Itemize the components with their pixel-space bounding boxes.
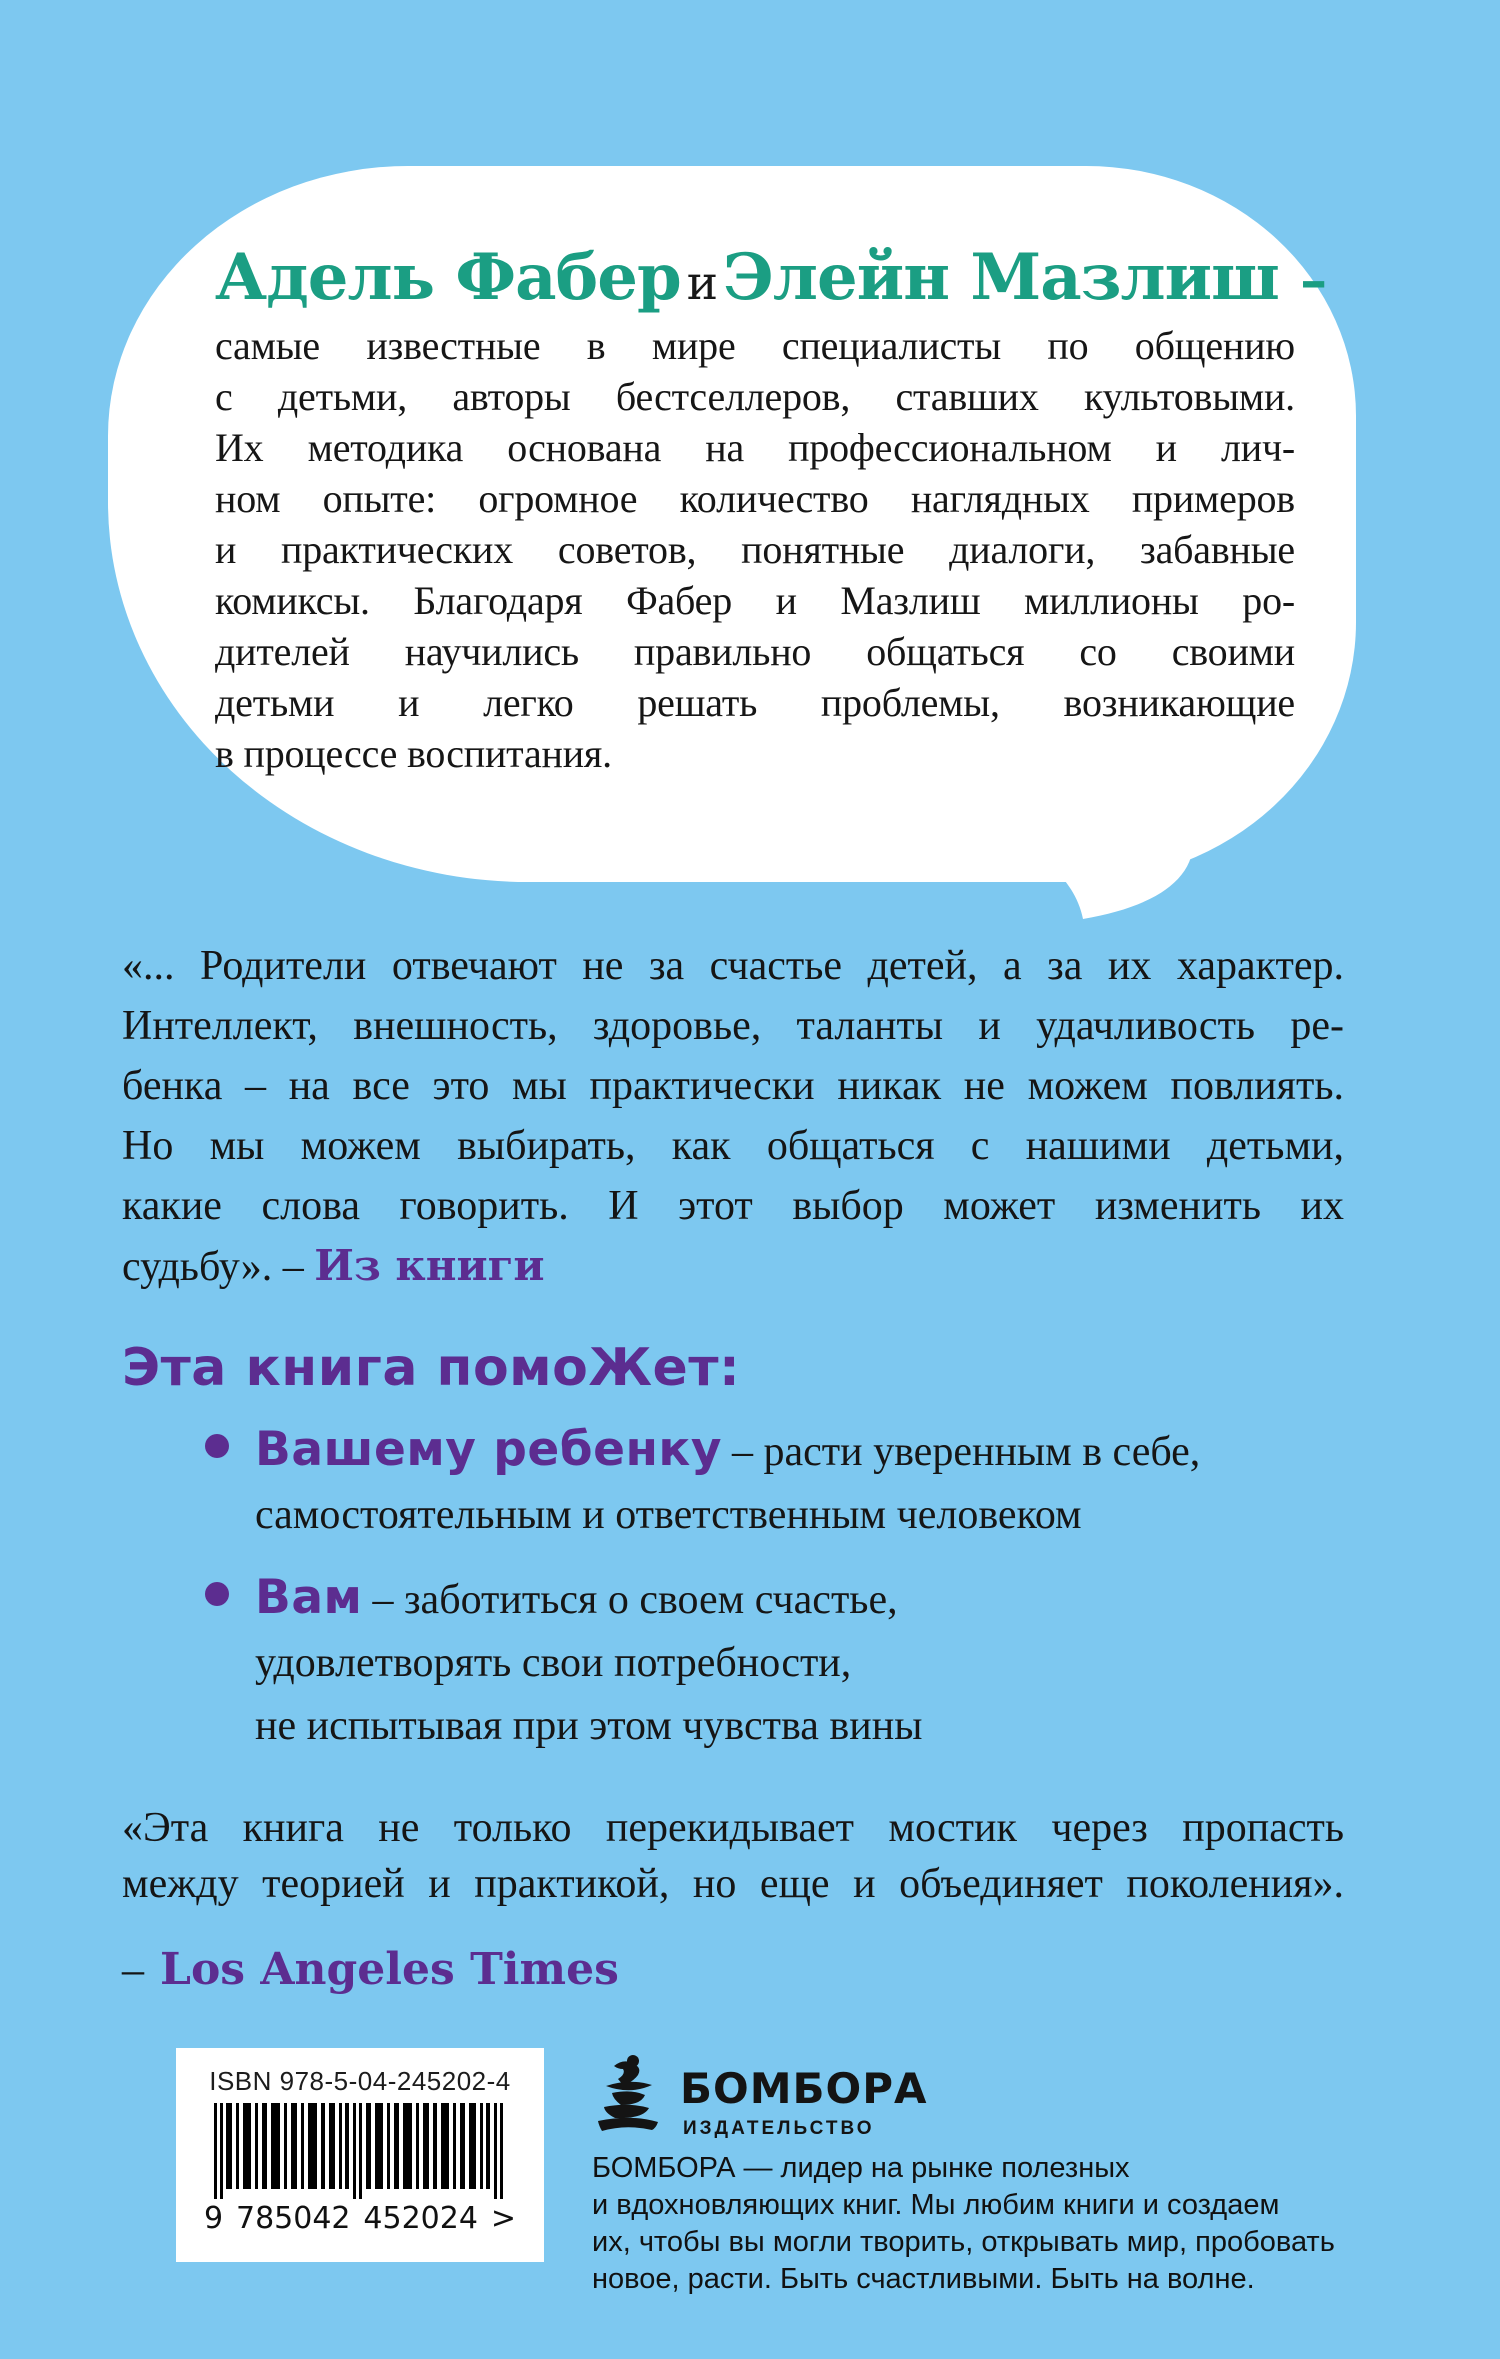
list-item bbox=[205, 1418, 1355, 1547]
bullet-dot-icon bbox=[205, 1582, 229, 1606]
author-name-2: Элейн Мазлиш bbox=[723, 240, 1279, 315]
bullet-2-rest: – заботиться о своем счастье, bbox=[372, 1577, 898, 1623]
book-quote-last-text: судьбу». – bbox=[122, 1244, 315, 1290]
author-name-1: Адель Фабер bbox=[215, 240, 681, 315]
authors-title bbox=[215, 240, 1360, 315]
helps-heading: Эта книга помоЖет: bbox=[122, 1338, 741, 1398]
bullet-2-line-1 bbox=[255, 1566, 1355, 1632]
press-quote-source: Los Angeles Times bbox=[160, 1944, 619, 1995]
bullet-1-rest: – расти уверенным в себе, bbox=[731, 1429, 1201, 1475]
bullet-2-text bbox=[255, 1566, 1355, 1758]
press-quote-source-row bbox=[122, 1942, 1344, 1998]
press-quote bbox=[122, 1800, 1344, 1998]
barcode-digits bbox=[204, 2201, 516, 2236]
barcode-arrow: > bbox=[490, 2201, 516, 2236]
publisher-description: БОМБОРА — лидер на рынке полезных и вдохновляющих книг. Мы любим книги и создаем их, чтобы вы могли творить, открывать мир, пробовать новое, расти. Быть счастливыми. Быть на волне. bbox=[592, 2152, 1335, 2295]
book-quote bbox=[122, 936, 1344, 1297]
bullet-2-lead: Вам bbox=[255, 1570, 363, 1625]
bullet-dot-icon bbox=[205, 1434, 229, 1458]
authors-description: самые известные в мире специалисты по общению с детьми, авторы бестселлеров, ставших культовыми. Их методика основана на профессиональном и лич- ном опыте: огромное количество наглядных примеров и практических советов, понятные диалоги, забавные комиксы. Благодаря Фабер и Мазлиш миллионы ро- дителей научились правильно общаться со своими детьми и легко решать проблемы, возникающие в процессе воспитания. bbox=[215, 323, 1295, 776]
press-quote-lines: «Эта книга не только перекидывает мостик через пропасть между теорией и практикой, но еще и объединяет поколения». bbox=[122, 1805, 1344, 1907]
speech-bubble-tail-icon bbox=[995, 845, 1205, 925]
bullet-2-extra: удовлетворять свои потребности, не испытывая при этом чувства вины bbox=[255, 1640, 923, 1749]
barcode-digit-left: 9 bbox=[204, 2201, 224, 2236]
surfer-on-wave-icon bbox=[592, 2052, 666, 2134]
bullet-1-text bbox=[255, 1418, 1355, 1547]
publisher-name: БОМБОРА bbox=[680, 2064, 928, 2113]
title-dash: – bbox=[1300, 248, 1327, 312]
book-quote-lines: «... Родители отвечают не за счастье детей, а за их характер. Интеллект, внешность, здоровье, таланты и удачливость ре- бенка – на все это мы практически никак не можем повлиять. Но мы можем выбирать, как общаться с нашими детьми, какие слова говорить. И этот выбор может изменить их bbox=[122, 943, 1344, 1229]
barcode-icon bbox=[214, 2103, 506, 2199]
isbn-barcode-box bbox=[176, 2048, 544, 2262]
barcode-digit-group-1: 785042 bbox=[235, 2201, 351, 2236]
publisher-subtitle: ИЗДАТЕЛЬСТВО bbox=[683, 2118, 875, 2139]
book-quote-last-line bbox=[122, 1236, 1344, 1297]
authors-connector: и bbox=[686, 256, 718, 311]
bullet-1-extra: самостоятельным и ответственным человеком bbox=[255, 1492, 1082, 1538]
bullet-1-lead: Вашему ребенку bbox=[255, 1422, 722, 1477]
book-quote-source: Из книги bbox=[314, 1241, 545, 1290]
press-quote-dash: – bbox=[122, 1945, 144, 1994]
list-item bbox=[205, 1566, 1355, 1758]
bullet-1-line-1 bbox=[255, 1418, 1355, 1484]
isbn-label: ISBN 978-5-04-245202-4 bbox=[209, 2066, 511, 2096]
barcode-digit-group-2: 452024 bbox=[363, 2201, 478, 2236]
